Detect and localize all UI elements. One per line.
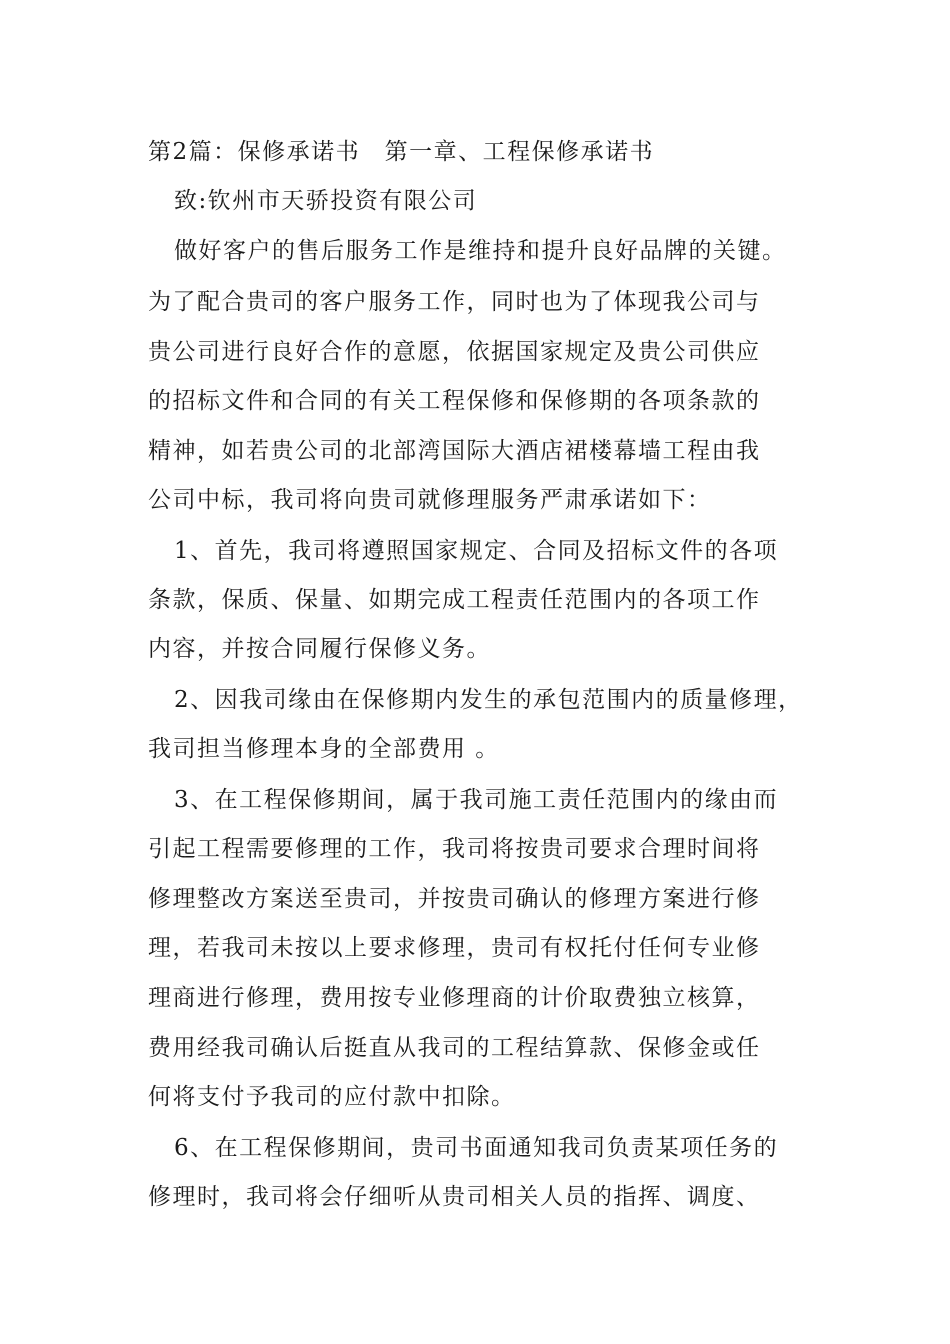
text-line: 6、在工程保修期间，贵司书面通知我司负责某项任务的	[174, 1135, 779, 1161]
text-line: 修理时，我司将会仔细听从贵司相关人员的指挥、调度、	[148, 1184, 761, 1210]
text-line: 内容，并按合同履行保修义务。	[148, 636, 491, 662]
text-line: 为了配合贵司的客户服务工作，同时也为了体现我公司与	[148, 289, 761, 315]
text-line: 条款，保质、保量、如期完成工程责任范围内的各项工作	[148, 587, 761, 613]
text-line: 贵公司进行良好合作的意愿，依据国家规定及贵公司供应	[148, 339, 761, 365]
text-line: 的招标文件和合同的有关工程保修和保修期的各项条款的	[148, 388, 761, 414]
text-line: 理，若我司未按以上要求修理，贵司有权托付任何专业修	[148, 935, 761, 961]
text-line: 费用经我司确认后挺直从我司的工程结算款、保修金或任	[148, 1035, 761, 1061]
addressee: 致:钦州市天骄投资有限公司	[174, 188, 478, 214]
text-line: 何将支付予我司的应付款中扣除。	[148, 1084, 516, 1110]
text-line: 1、首先，我司将遵照国家规定、合同及招标文件的各项	[174, 538, 779, 564]
text-line: 2、因我司缘由在保修期内发生的承包范围内的质量修理，	[174, 687, 803, 713]
text-line: 做好客户的售后服务工作是维持和提升良好品牌的关键。	[174, 238, 787, 264]
document-heading: 第2篇：保修承诺书 第一章、工程保修承诺书	[148, 139, 655, 165]
text-line: 公司中标，我司将向贵司就修理服务严肃承诺如下：	[148, 487, 712, 513]
text-line: 3、在工程保修期间，属于我司施工责任范围内的缘由而	[174, 787, 779, 813]
text-line: 修理整改方案送至贵司，并按贵司确认的修理方案进行修	[148, 886, 761, 912]
text-line: 我司担当修理本身的全部费用 。	[148, 736, 500, 762]
text-line: 理商进行修理，费用按专业修理商的计价取费独立核算，	[148, 985, 761, 1011]
text-line: 精神，如若贵公司的北部湾国际大酒店裙楼幕墙工程由我	[148, 438, 761, 464]
text-line: 引起工程需要修理的工作，我司将按贵司要求合理时间将	[148, 836, 761, 862]
